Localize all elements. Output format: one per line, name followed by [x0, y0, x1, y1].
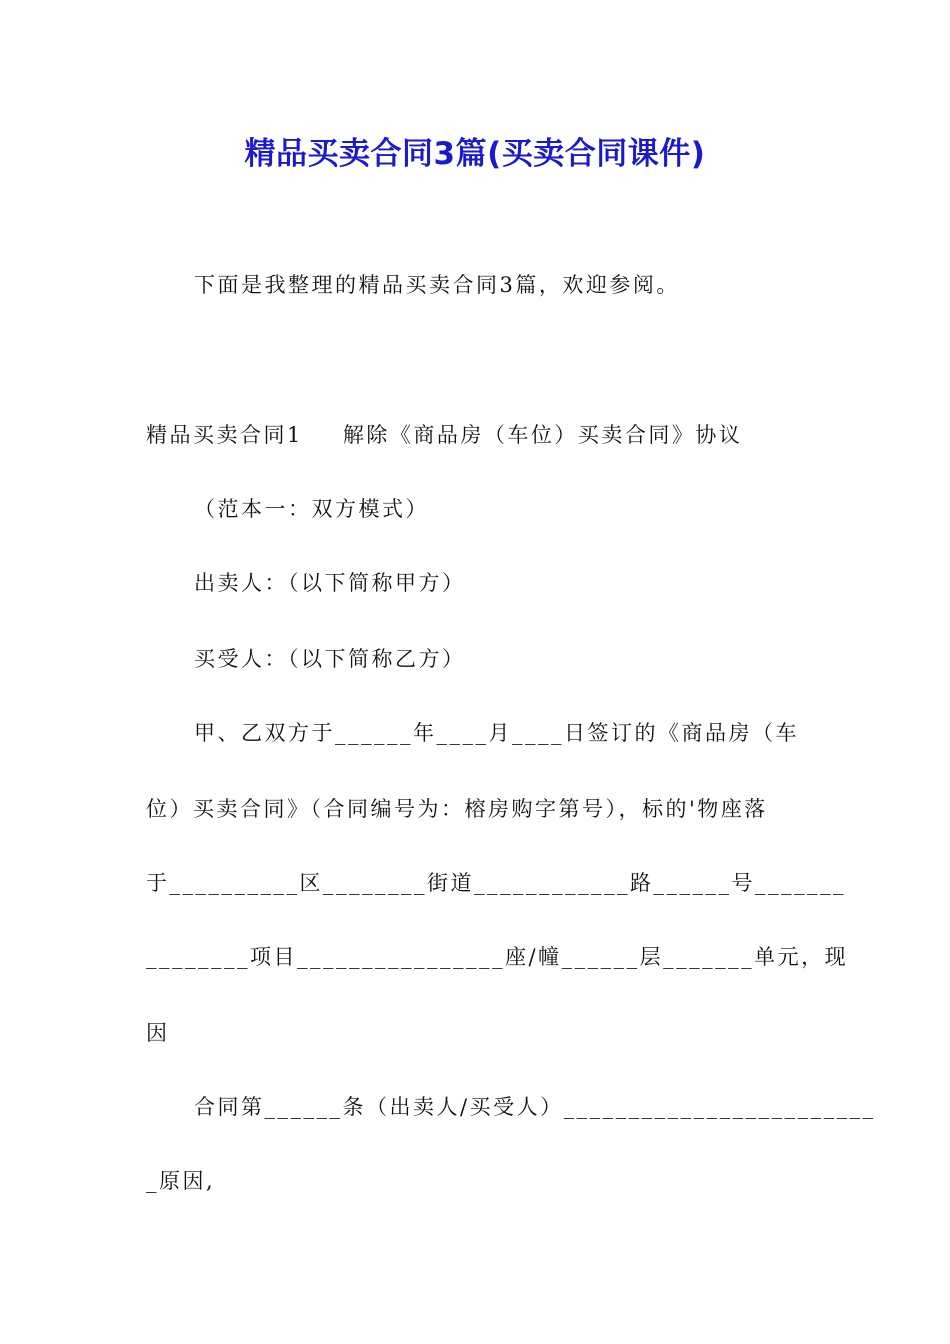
document-title: 精品买卖合同3篇(买卖合同课件) [244, 136, 706, 172]
section-label: 精品买卖合同1 [146, 423, 303, 447]
buyer-line: 买受人：（以下简称乙方） [194, 647, 466, 671]
body-line-5: 因 [146, 1021, 170, 1045]
intro-paragraph: 下面是我整理的精品买卖合同3篇，欢迎参阅。 [194, 273, 680, 297]
body-line-7: _原因, [146, 1169, 216, 1193]
body-line-1: 甲、乙双方于______年____月____日签订的《商品房（车 [194, 721, 799, 745]
body-line-6: 合同第______条（出卖人/买受人）________________________ [194, 1095, 876, 1119]
section-heading [146, 420, 742, 450]
seller-line: 出卖人：（以下简称甲方） [194, 571, 466, 595]
section-title: 解除《商品房（车位）买卖合同》协议 [342, 423, 743, 447]
body-line-4: ________项目________________座/幢______层_______单元，现 [146, 945, 849, 969]
body-line-2: 位）买卖合同》（合同编号为：榕房购字第号），标的'物座落 [146, 797, 768, 821]
template-note: （范本一：双方模式） [194, 497, 429, 521]
body-line-3: 于__________区________街道____________路______号_______ [146, 871, 846, 895]
